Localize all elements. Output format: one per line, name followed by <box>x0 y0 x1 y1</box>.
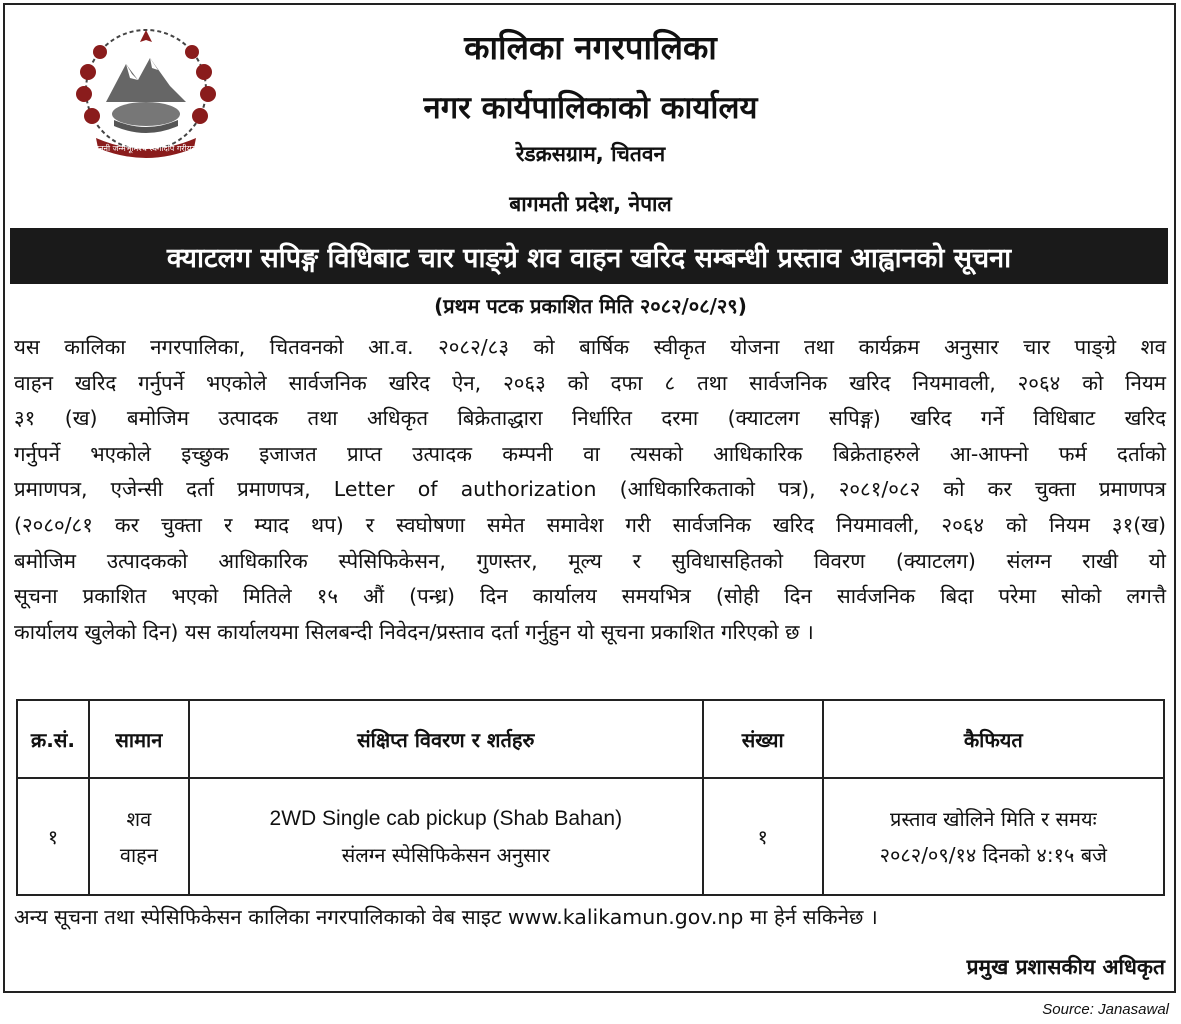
first-published-date: (प्रथम पटक प्रकाशित मिति २०८२/०८/२९) <box>434 294 747 318</box>
body-line: प्रमाणपत्र, एजेन्सी दर्ता प्रमाणपत्र, Letter of authorization (आधिकारिकताको पत्र), २०८१/०८२ को कर चुक्ता प्रमाणपत्र <box>14 477 1166 502</box>
signatory: प्रमुख प्रशासकीय अधिकृत <box>966 955 1165 979</box>
col-header-description: संक्षिप्त विवरण र शर्तहरु <box>189 700 703 778</box>
cell-description <box>189 778 703 895</box>
notice-title-banner <box>10 228 1168 284</box>
col-header-remarks: कैफियत <box>823 700 1164 778</box>
remarks-line: २०८२/०९/१४ दिनको ४:१५ बजे <box>879 842 1107 867</box>
col-header-item: सामान <box>89 700 189 778</box>
org-name: कालिका नगरपालिका <box>464 28 717 67</box>
notice-body <box>14 330 1166 650</box>
body-line: (२०८०/८१ कर चुक्ता र म्याद थप) र स्वघोषणा समेत समावेश गरी सार्वजनिक खरिद नियमावली, २०६४ को नियम ३१(ख) <box>14 512 1166 537</box>
description-line: संलग्न स्पेसिफिकेसन अनुसार <box>341 842 550 867</box>
more-info-text: अन्य सूचना तथा स्पेसिफिकेसन कालिका नगरपालिकाको वेब साइट www.kalikamun.gov.np मा हेर्न सकिनेछ । <box>14 905 878 929</box>
notice-title: क्याटलग सपिङ्ग विधिबाट चार पाङ्ग्रे शव वाहन खरिद सम्बन्धी प्रस्ताव आह्वानको सूचना <box>166 242 1012 274</box>
cell-quantity: १ <box>703 778 823 895</box>
description-line: 2WD Single cab pickup (Shab Bahan) <box>269 806 623 830</box>
col-header-quantity: संख्या <box>703 700 823 778</box>
office-name: नगर कार्यपालिकाको कार्यालय <box>423 90 758 126</box>
body-line: यस कालिका नगरपालिका, चितवनको आ.व. २०८२/८३ को बार्षिक स्वीकृत योजना तथा कार्यक्रम अनुसार चार पाङ्ग्रे शव <box>14 335 1166 359</box>
remarks-line: प्रस्ताव खोलिने मिति र समयः <box>889 806 1097 831</box>
body-line: गर्नुपर्ने भएकोले इच्छुक इजाजत प्राप्त उत्पादक कम्पनी वा त्यसको आधिकारिक बिक्रेताहरुले आ-आफ्नो फर्म दर्ताको <box>14 441 1166 466</box>
item-line: वाहन <box>119 842 158 867</box>
source-credit: Source: Janasawal <box>1042 1001 1169 1018</box>
cell-remarks <box>823 778 1164 895</box>
cell-sn: १ <box>17 778 89 895</box>
item-line: शव <box>126 806 152 831</box>
col-header-sn: क्र.सं. <box>17 700 89 778</box>
svg-text:जननी जन्मभूमिश्च स्वर्गादपि गर: जननी जन्मभूमिश्च स्वर्गादपि गरीयसी <box>93 144 199 153</box>
body-line: कार्यालय खुलेको दिन) यस कार्यालयमा सिलबन्दी निवेदन/प्रस्ताव दर्ता गर्नुहुन यो सूचना प्रकाशित गरिएको छ । <box>14 619 814 644</box>
cell-item <box>89 778 189 895</box>
province: बागमती प्रदेश, नेपाल <box>509 192 672 216</box>
table-row <box>17 778 1164 895</box>
body-line: बमोजिम उत्पादकको आधिकारिक स्पेसिफिकेसन, गुणस्तर, मूल्य र सुविधासहितको विवरण (क्याटलग) संलग्न राखी यो <box>14 548 1166 573</box>
body-line: वाहन खरिद गर्नुपर्ने भएकोले सार्वजनिक खरिद ऐन, २०६३ को दफा ८ तथा सार्वजनिक खरिद नियमावली, २०६४ को नियम <box>14 370 1166 395</box>
table-header-row <box>17 700 1164 778</box>
body-line: सूचना प्रकाशित भएको मितिले १५ औं (पन्ध्र) दिन कार्यालय समयभित्र (सोही दिन सार्वजनिक बिदा परेमा सोको लगत्तै <box>14 584 1166 609</box>
nepal-emblem-icon <box>66 22 226 162</box>
body-line: ३१ (ख) बमोजिम उत्पादक तथा अधिकृत बिक्रेताद्धारा निर्धारित दरमा (क्याटलग सपिङ्ग) खरिद गर्ने विधिबाट खरिद <box>14 406 1166 431</box>
items-table <box>16 699 1165 896</box>
address: रेडक्रसग्राम, चितवन <box>515 142 666 166</box>
